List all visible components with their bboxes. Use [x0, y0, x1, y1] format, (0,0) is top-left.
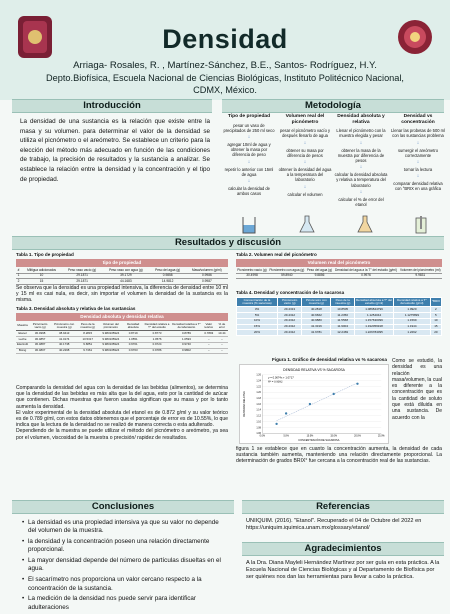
method-col-4: [390, 114, 446, 194]
table-cell: 1.226784095: [354, 330, 393, 336]
table-cell: Electrolit: [17, 342, 29, 347]
table-cell: 0.9802: [171, 348, 202, 354]
x-tick-label: 5.0%: [283, 435, 289, 438]
table-row: [16, 348, 228, 354]
table-cell: 11.9004: [331, 324, 355, 330]
intro-text: La densidad de una sustancia es la relación que existe entre la masa y su volumen. para determinar el valor de la densidad se utiliza el picnómetro o el areómetro. Se establece un criterio para la elección del método más adecuado en función de las condiciones de trabajo, la precisión de resultados y la sustancia a analizar. Se establece la relación entre la densidad y la concentración y el tipo de propiedad.: [20, 118, 210, 183]
table-cell: –: [202, 337, 216, 343]
method-step: comparar densidad relativa con °BRIX en una gráfica: [393, 181, 443, 192]
y-tick-label: 1.08: [256, 427, 261, 430]
x-tick-label: 0.0%: [259, 435, 265, 438]
x-tick-label: 25.0%: [377, 435, 385, 438]
data-point: [285, 412, 287, 414]
table3-bar: Densidad absoluta y densidad relativa: [16, 313, 228, 321]
table-cell: 9.983135924: [98, 331, 123, 337]
table-header: Picnómetro con agua (g): [269, 267, 305, 272]
chart-equation: y = 0.0074x + 1.0717: [268, 376, 294, 380]
table1-title: Tabla 1. Tipo de propiedad: [16, 252, 74, 257]
arrow-down-icon: ↓: [359, 139, 363, 146]
table-cell: 29.4312: [277, 313, 301, 319]
arrow-down-icon: ↓: [247, 134, 251, 140]
arrow-down-icon: ↓: [303, 159, 307, 165]
table-cell: 1.157630099: [354, 318, 393, 324]
table-cell: 29.1871: [62, 273, 102, 279]
table3-title: Tabla 3. Densidad absoluta y relativa de las sustancias: [16, 306, 136, 311]
table-row: [237, 330, 442, 336]
table-cell: 29.4312: [277, 324, 301, 330]
conclusions-heading: Conclusiones: [12, 500, 234, 514]
table-cell: 20: [430, 330, 441, 336]
table1-discussion: Se observa que la densidad es una propiedad intensiva, la diferencia de densidad entre 10 ml y 15 ml es casi nula, es decir, sin importar el volumen la densidad de la sustancia es la misma.: [16, 285, 228, 304]
y-tick-label: 1.20: [256, 392, 261, 395]
table-cell: 8.2815: [77, 331, 98, 337]
table-header: Densidad absoluta a T° del estudio (g/ml): [356, 297, 393, 306]
references-text: UNIIQUIM. (2016). "Etanol". Recuperado el 04 de Octubre del 2022 en https://uniquim.iquimica.unam.mx/glossary/etanol/: [246, 518, 422, 531]
table-cell: 30.4887: [29, 342, 51, 348]
arrow-down-icon: ↓: [359, 188, 363, 195]
table-cell: 30.4998: [236, 273, 268, 279]
table-cell: 0.9724: [143, 342, 171, 348]
table-cell: 2: [430, 307, 441, 313]
table-header: Peso vaso vacío (g): [62, 268, 102, 273]
table-cell: 40.2268: [51, 348, 77, 354]
list-item: • La medición de la densidad nos puede servir para identificar adulteraciones: [22, 595, 228, 612]
table-cell: 39.1729: [102, 273, 149, 279]
method-step: obtener la densidad del agua a la temperatura del laboratorio: [278, 167, 332, 183]
table-cell: 1.1599: [394, 318, 431, 324]
x-tick-label: 20.0%: [354, 435, 361, 438]
method-step: Llenar el picnómetro con la muestra elegida y pesar: [336, 128, 386, 139]
table-cell: 29.1871: [62, 279, 102, 285]
table-header: Peso vaso con agua (g): [102, 268, 149, 273]
table-cell: 0.9986: [186, 273, 228, 279]
authors-names: Arriaga- Rosales, R. , Martínez-Sánchez, B.E., Santos- Rodríguez, H.Y.: [73, 60, 377, 71]
conclusions-list: [22, 519, 228, 614]
pycnometer-icon: [296, 215, 318, 235]
table-header: Muestra: [16, 322, 29, 331]
y-tick-label: 1.18: [256, 398, 261, 401]
y-tick-label: 1.12: [256, 415, 261, 418]
figure1-title: Figura 1. Gráfico de densidad relativa vs % sacarosa: [272, 357, 387, 362]
table4: [236, 297, 442, 336]
table-cell: 0.8773: [143, 331, 171, 337]
table-header: Volumen del picnómetro: [98, 322, 123, 331]
table-cell: 1.2292: [394, 330, 431, 336]
table-cell: 10: [430, 318, 441, 324]
method-step: pesar un vaso de precipitados de 250 ml seco: [223, 122, 275, 133]
table-cell: 3%: [237, 307, 278, 313]
table-cell: 0.9701: [123, 342, 143, 348]
table-cell: –: [216, 342, 228, 348]
data-point: [309, 403, 311, 405]
method-step: sumergir el areómetro correctamente: [397, 147, 439, 158]
table-cell: 10.8505: [331, 307, 355, 313]
table-cell: 5: [430, 313, 441, 319]
method-title: Volumen real del picnómetro: [285, 114, 325, 125]
method-col-1: [222, 114, 276, 198]
table-header: Peso del agua (g): [306, 267, 333, 272]
table-cell: 15%: [237, 324, 278, 330]
table-cell: 14.9812: [150, 279, 186, 285]
table-cell: 9.983135924: [98, 342, 123, 348]
table-cell: 10.44: [216, 331, 228, 337]
table-cell: 2: [17, 278, 20, 283]
flask-icon: [354, 215, 376, 235]
table-cell: 59.8940: [268, 273, 306, 279]
method-step: tomar la lectura: [403, 167, 433, 172]
table-cell: 20%: [237, 330, 278, 336]
table-header: Peso de la muestra (g): [77, 322, 98, 331]
table-cell: 0.9987: [186, 279, 228, 285]
list-item: • La densidad es una propiedad intensiva ya que su valor no depende del volumen de la muestra.: [22, 519, 228, 536]
table-header: °BRIX: [430, 298, 441, 307]
table-cell: 15: [21, 279, 62, 285]
table-cell: 1.0593: [171, 337, 202, 343]
table-header: Densidad del agua a la T° del estudio (g/ml): [334, 267, 397, 272]
table3: [16, 322, 228, 354]
beaker-icon: [238, 215, 260, 235]
arrow-down-icon: ↓: [303, 139, 307, 146]
list-item: • la densidad y la concentración poseen una relación directamente proporcional.: [22, 538, 228, 555]
table-header: Masa/volumen (g/ml): [186, 268, 228, 273]
table-cell: Etanol: [16, 331, 29, 337]
table-cell: –: [202, 342, 216, 348]
table-cell: 1.0576: [143, 337, 171, 343]
arrow-down-icon: ↓: [416, 139, 420, 146]
table-cell: 10.5317: [77, 337, 98, 343]
table-cell: 0.7893: [202, 331, 216, 337]
figure-side-text: Como se estudió, la densidad es una relación masa/volumen, la cual es diferente a la concentración que es la cantidad de soluto que está diluida en una sustancia. De acuerdo con la: [392, 358, 442, 421]
table-cell: –: [216, 348, 228, 354]
method-step: Llenar las probetas de 500 ml con las sustancias problema: [391, 128, 445, 139]
table-cell: 0.9858: [150, 273, 186, 279]
trendline: [277, 383, 358, 421]
table-cell: 9.8856: [306, 273, 334, 279]
arrow-down-icon: ↓: [416, 159, 420, 165]
poster-header: [0, 0, 450, 100]
table-row: [16, 279, 228, 285]
table-cell: 41.0174: [51, 337, 77, 343]
table-cell: 9.7461: [77, 348, 98, 354]
table-cell: 29.4313: [277, 307, 301, 313]
arrow-down-icon: ↓: [416, 173, 420, 180]
table-cell: 40.1738: [51, 342, 77, 348]
table-cell: –: [202, 348, 216, 354]
table-cell: 1.086844799: [354, 307, 393, 313]
chart-xlabel: CONCENTRACIÓN DE SACAROSA: [298, 439, 340, 443]
table-header: Peso del agua (g): [150, 268, 186, 273]
table-cell: 1: [17, 273, 20, 278]
table-header-row: [237, 298, 442, 307]
x-tick-label: 10.0%: [306, 435, 314, 438]
method-step: calcular la densidad absoluta y relativa a temperatura del laboratorio: [334, 172, 388, 188]
table-cell: 41.3316: [302, 324, 331, 330]
table-cell: 30.4807: [29, 348, 51, 354]
data-point: [275, 423, 277, 425]
figure-discussion: figura 1 se establece que en cuanto la concentración aumenta, la densidad de cada sustancia también aumenta, manteniendo una relación directamente proporcional. La determinación de grados BRIX° fue cercana a la concentración real de las sustancias.: [236, 446, 442, 465]
table-cell: 29.4312: [277, 318, 301, 324]
encb-logo-icon: [396, 14, 434, 60]
table-cell: 40.2818: [302, 307, 331, 313]
ack-text: A la Dra. Diana Mayleli Hernández Martínez por ser guía en esta práctica. A la Escuela Nacional de Ciencias Biológicas y al Departamento de Biofísica por ser quiénes nos dan las herramientas para llevar a cabo la práctica.: [246, 560, 440, 580]
table-cell: 11.2350: [331, 313, 355, 319]
y-tick-label: 1.24: [256, 380, 261, 383]
table-cell: 1.1275899: [394, 313, 431, 319]
table-header: Densidad relativa a T° de laboratorio: [172, 321, 201, 330]
table-cell: 1.1944: [394, 324, 431, 330]
table-cell: 11.5568: [331, 318, 355, 324]
methods-heading: Metodología: [222, 99, 444, 113]
y-tick-label: 1.06: [256, 433, 261, 436]
intro-heading: Introducción: [12, 99, 212, 113]
results-heading: Resultados y discusión: [12, 236, 444, 250]
data-point: [356, 383, 358, 385]
table-header: Concentración de la muestra (% sacarosa): [237, 298, 278, 307]
table-cell: 0.9976: [333, 273, 398, 279]
table-header: Picnómetro con muestra (g): [302, 298, 331, 307]
method-step: repetir lo anterior con 15ml de agua: [224, 166, 274, 177]
table-header-row: [16, 322, 228, 331]
affiliation: Depto.Biofísica, Escuela Nacional de Ciencias Biológicas, Instituto Politécnico Nacional,: [46, 73, 404, 83]
table-cell: 41.6781: [302, 330, 331, 336]
table-header: Picnómetro vacío (g): [237, 267, 267, 272]
table-cell: 0.8719: [123, 331, 143, 337]
y-tick-label: 1.22: [256, 386, 261, 389]
method-title: Tipo de propiedad: [227, 114, 271, 119]
x-tick-label: 15.0%: [330, 435, 337, 438]
table-cell: 30.4998: [29, 331, 51, 337]
method-col-2: [278, 114, 332, 199]
table-cell: Boing: [16, 348, 29, 354]
method-step: obtener la masa de la muestra por diferencia de pesos: [337, 147, 385, 163]
table-cell: 0.9740: [171, 342, 202, 348]
discussion-paragraph: El valor experimental de la densidad absoluta del etanol es de 0.872 g/ml y su valor teórico es de 0.789 g/ml, con estos datos obtenemos que el porcentaje de error es de 10.55%, lo que indica que la lectura de la densidad no se realizó de manera correcta o esta adulterado.: [16, 409, 228, 429]
data-point: [333, 393, 335, 395]
table-cell: 15: [430, 324, 441, 330]
references-heading: Referencias: [242, 500, 444, 514]
method-title: Densidad vs concentración: [401, 114, 435, 125]
table-cell: Leche: [16, 337, 29, 343]
table-header: Peso de la muestra (g): [331, 298, 355, 307]
table-cell: 1.0920: [394, 307, 431, 313]
y-tick-label: 1.14: [256, 409, 261, 412]
table-cell: 1.1254044: [354, 313, 393, 319]
arrow-down-icon: ↓: [247, 158, 251, 165]
poster-title: Densidad: [162, 24, 288, 54]
table-header: Densidad relativa a T° del estudio (g/ml): [394, 298, 431, 307]
table-cell: 0.9763: [123, 348, 143, 354]
table-cell: 38.9413: [51, 331, 77, 337]
table-cell: 10%: [237, 318, 278, 324]
table-header: Valor teórico: [202, 322, 216, 331]
table1-bar: tipo de propiedad: [16, 259, 228, 267]
chart-ylabel: DENSIDAD RELATIVA: [242, 391, 246, 417]
table-cell: 40.9880: [302, 318, 331, 324]
table-cell: –: [216, 337, 228, 343]
ack-heading: Agradecimientos: [242, 542, 444, 556]
table-cell: 10: [21, 273, 62, 279]
discussion-paragraph: Comparando la densidad del agua con la densidad de las bebidas (alimentos), se determina que la densidad de las bebidas es más alta que la del agua, esto por la cantidad de azúcar que contienen. Dichas muestras que fueron usadas significan que su masa y por lo tanto aumenta la densidad.: [16, 385, 228, 410]
table-row: [236, 273, 442, 279]
method-step: calcular el % de error del etanol: [338, 196, 384, 208]
table-header: #: [17, 267, 20, 272]
method-col-3: [334, 114, 388, 209]
method-title: Densidad absoluta y relativa: [337, 114, 385, 125]
table-header: Picnómetro vacío (g): [277, 298, 301, 307]
authors: [28, 60, 422, 96]
arrow-down-icon: ↓: [303, 183, 307, 190]
chart-title: DENSIDAD RELATIVA VS % SACAROSA: [283, 367, 345, 372]
table-cell: 9.6851: [77, 342, 98, 348]
table-header: % de error: [216, 322, 228, 331]
table-cell: 1.192059918: [354, 324, 393, 330]
table-cell: 12.2469: [331, 330, 355, 336]
table-header: Densidad relativa a T° del estudio: [144, 321, 170, 330]
table2: [236, 268, 442, 279]
discussion-paragraph: Dependiendo de la muestra se puede utilizar el método del picnómetro o areómetro, ya sea por el volumen, viscosidad de la muestra o precisión/ rapidez de resultados.: [16, 428, 228, 441]
y-tick-label: 1.10: [256, 421, 261, 424]
table-cell: 0.8789: [171, 331, 202, 337]
table3-discussion: [16, 385, 228, 441]
table-header: Densidad absoluta: [123, 322, 143, 331]
list-item: • El sacarímetro nos proporciona un valor cercano respecto a la concentración de la sustancia.: [22, 576, 228, 593]
table4-title: Tabla 4. Densidad y concentración de la sacarosa: [236, 290, 345, 295]
y-tick-label: 1.16: [256, 403, 261, 406]
table2-bar: Volumen real del picnómetro: [236, 259, 442, 267]
table-cell: 5%: [237, 313, 278, 319]
table-cell: 9.983135924: [98, 337, 123, 343]
table-cell: 1.0551: [123, 337, 143, 343]
arrow-down-icon: ↓: [247, 178, 251, 185]
list-item: • La mayor densidad depende del número de partículas disueltas en el agua.: [22, 557, 228, 574]
hydrometer-icon: [410, 215, 432, 235]
table2-title: Tabla 2. Volumen real del picnómetro: [236, 252, 317, 257]
table-header: Picnómetro vacío (g): [29, 322, 51, 331]
table-cell: 30.4857: [29, 337, 51, 343]
y-tick-label: 1.26: [256, 374, 261, 377]
table-cell: 40.6662: [302, 313, 331, 319]
table-cell: 0.9786: [143, 348, 171, 354]
chart-r2: R² = 0.9592: [268, 380, 283, 384]
method-step: pesar el picnómetro vacío y después llenarlo de agua: [279, 128, 331, 139]
density-chart: [239, 364, 389, 444]
table-cell: 44.1683: [102, 279, 149, 285]
method-step: calcular el volumen: [287, 191, 323, 197]
table1: [16, 268, 228, 285]
method-step: agregar 10ml de agua y obtener la masa por diferencia de peso: [227, 142, 271, 158]
method-step: obtener su masa por diferencia de pesos: [286, 147, 324, 158]
arrow-down-icon: ↓: [359, 164, 363, 171]
table-cell: 9.983135924: [98, 348, 123, 354]
table-cell: 29.4312: [277, 330, 301, 336]
table-header: Picnómetro con muestra (g): [51, 322, 77, 331]
table-cell: 9.9831: [399, 273, 442, 279]
table-header: Volumen del picnómetro (ml): [399, 267, 441, 272]
table-header: Mlitigua adicionados: [21, 268, 62, 273]
affiliation-city: CDMX, México.: [193, 85, 257, 95]
method-step: calcular la densidad de ambos casos: [228, 186, 270, 197]
